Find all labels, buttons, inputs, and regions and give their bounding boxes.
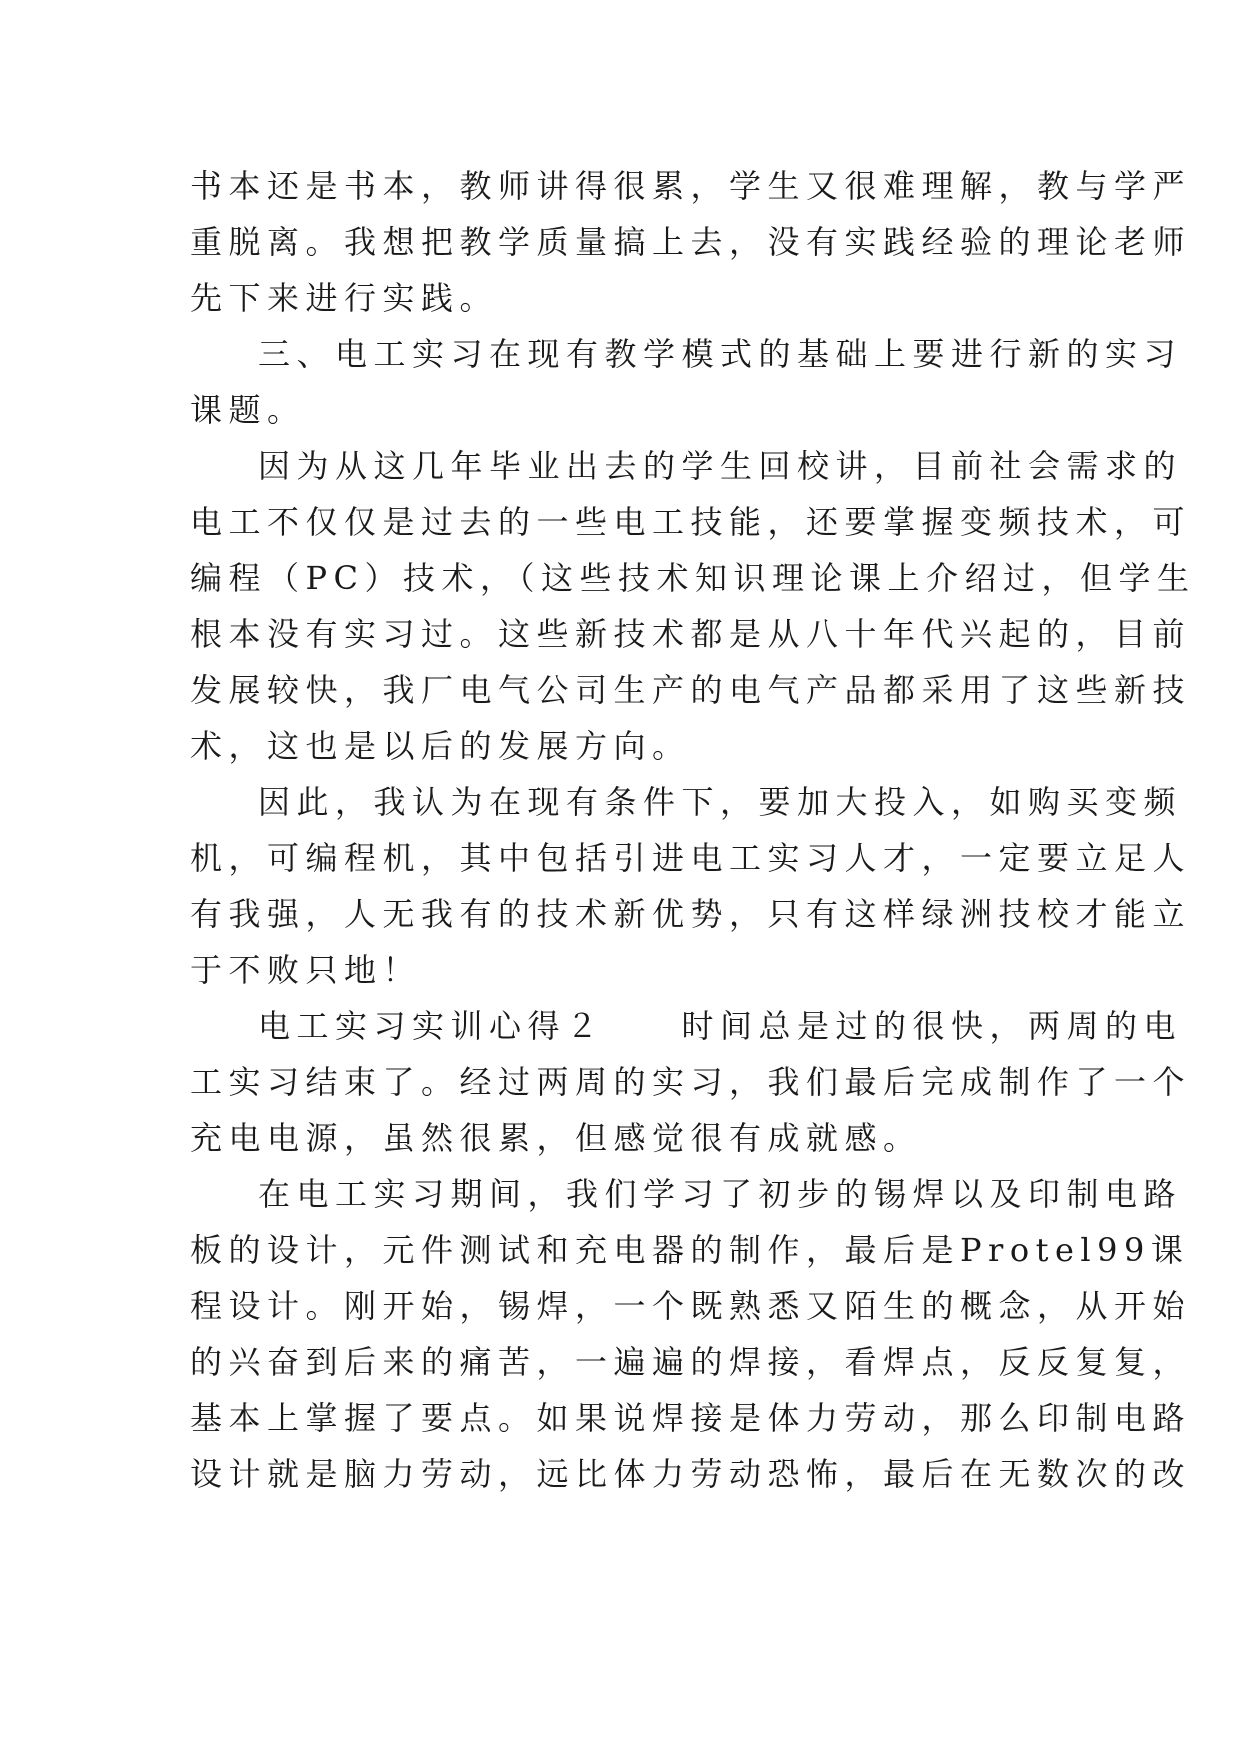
text-line: 因此，我认为在现有条件下，要加大投入，如购买变频 xyxy=(258,783,1183,821)
text-line: 编程（PC）技术，（这些技术知识理论课上介绍过，但学生 xyxy=(190,559,1196,597)
text-line: 有我强，人无我有的技术新优势，只有这样绿洲技校才能立 xyxy=(190,895,1192,933)
text-line: 的兴奋到后来的痛苦，一遍遍的焊接，看焊点，反反复复， xyxy=(190,1343,1192,1381)
text-line: 三、电工实习在现有教学模式的基础上要进行新的实习 xyxy=(258,335,1183,373)
text-line: 书本还是书本，教师讲得很累，学生又很难理解，教与学严 xyxy=(190,167,1192,205)
text-line: 程设计。刚开始，锡焊，一个既熟悉又陌生的概念，从开始 xyxy=(190,1287,1192,1325)
text-line: 术，这也是以后的发展方向。 xyxy=(190,727,691,765)
text-line: 重脱离。我想把教学质量搞上去，没有实践经验的理论老师 xyxy=(190,223,1192,261)
text-line: 发展较快，我厂电气公司生产的电气产品都采用了这些新技 xyxy=(190,671,1192,709)
text-line: 板的设计，元件测试和充电器的制作，最后是Protel99课 xyxy=(190,1231,1190,1269)
text-line: 设计就是脑力劳动，远比体力劳动恐怖，最后在无数次的改 xyxy=(190,1455,1192,1493)
text-line: 于不败只地！ xyxy=(190,951,422,989)
text-line: 充电电源，虽然很累，但感觉很有成就感。 xyxy=(190,1119,922,1157)
text-line: 电工不仅仅是过去的一些电工技能，还要掌握变频技术，可 xyxy=(190,503,1192,541)
text-line: 课题。 xyxy=(190,391,306,429)
text-line: 根本没有实习过。这些新技术都是从八十年代兴起的，目前 xyxy=(190,615,1192,653)
text-line: 先下来进行实践。 xyxy=(190,279,499,317)
document-body xyxy=(190,158,1196,1502)
text-line: 基本上掌握了要点。如果说焊接是体力劳动，那么印制电路 xyxy=(190,1399,1192,1437)
text-line: 因为从这几年毕业出去的学生回校讲，目前社会需求的 xyxy=(258,447,1183,485)
text-line: 在电工实习期间，我们学习了初步的锡焊以及印制电路 xyxy=(258,1175,1183,1213)
text-line: 电工实习实训心得２ 时间总是过的很快，两周的电 xyxy=(258,1007,1183,1045)
text-line: 工实习结束了。经过两周的实习，我们最后完成制作了一个 xyxy=(190,1063,1192,1101)
text-line: 机，可编程机，其中包括引进电工实习人才，一定要立足人 xyxy=(190,839,1192,877)
